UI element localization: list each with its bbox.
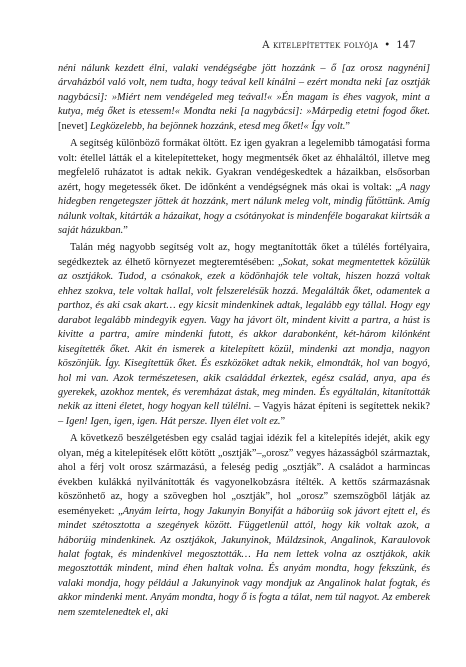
quoted-testimony: Igen! Igen, igen, igen. Hát persze. Ilyen élet volt ez. [65, 415, 281, 427]
quoted-testimony: Legközelebb, ha bejönnek hozzánk, etesd meg őket!« Így volt. [90, 120, 346, 132]
quoted-testimony: Anyám leírta, hogy Jakunyin Bonyifát a háborúig sok jávort ejtett el, és mindet szétosztotta a szegények között. Függetlenül attól, hogy kik voltak azok, a háborúig mindenkinek. Az osztjákok, Jakunyinok, Múldzsinok, Angalinok, Karaulovok halat fogtak, és mindenkivel megosztották… Ha nem lettek volna az osztjákok, akik megosztották mindent, mind éhen haltak volna. És anyám mondta, hogy fekszünk, és valaki mondja, hogy például a Jakunyinok vagy mondjuk az Angalinok halat fogtak, és akkor mindenki ment. Anyám mondta, hogy ő is fogta a tálat, nem túl nagyot. Az emberek nem szemtelenedtek el, aki [58, 505, 430, 618]
narrative-text: ” [345, 120, 351, 132]
narrative-text: A segítség különböző formákat öltött. Ez igen gyakran a legelemibb támogatási forma volt: étellel látták el a kitelepítetteket, hogy megmentsék őket az éhhaláltól, illetve meg megfelelő ruházatot is adtak nekik. Gyakran vendégeskedtek a házaikban, elsősorban azért, hogy megetessék őket. De időnként a vendégségnek más okai is voltak: „ [58, 138, 430, 193]
narrative-text: ” [280, 415, 286, 427]
narrative-text: Talán még nagyobb segítség volt az, hogy megtanították őket a túlélés fortélyaira, segédkeztek az élhető környezet megteremtésében: „ [58, 242, 430, 268]
quoted-testimony: néni nálunk kezdett élni, valaki vendégségbe jött hozzánk – ő [az orosz nagynéni] árvaházból való volt, nem tudta, hogy teával kell kínálni – ezért mondta neki [az osztják nagybácsi]: »Miért nem vendégeled meg teával!« »Én magam is éhes vagyok, mint a kutya, még őket is etessem!« Mondta neki [a nagybácsi]: »Márpedig etetni fogod őket. [58, 63, 430, 118]
narrative-text: – Vagyis házat építeni is segítettek nekik? – [58, 401, 430, 427]
paragraph [58, 62, 430, 134]
paragraph [58, 137, 430, 238]
narrative-text: ” [123, 224, 128, 236]
paragraph [58, 432, 430, 620]
narrative-text: [nevet] [58, 120, 91, 132]
header-bullet: • [384, 40, 391, 51]
paragraph [58, 241, 430, 429]
running-header [46, 40, 416, 51]
running-title: A kitelepítettek folyója [262, 40, 379, 51]
page-number: 147 [396, 40, 416, 51]
quoted-testimony: Sokat, sokat megmentettek közülük az osztjákok. Tudod, a csónakok, ezek a ködönhajók tele voltak, hiszen hozzá voltak ehhez szokva, tele voltak hallal, volt felszerelésük hozzá. Megalálták őket, odamentek a parthoz, és aki csak akart… egy kicsit mindenkinek adtak, legalább egy tállal. Hogy egy darabot legalább mindegyik egyen. Vagy ha jávort ölt, mindent kivitt a partra, a húst is kivitte a partra, amíre mindenki futott, és akkor darabonként, két-három kilónként kisegítették őket. Akit én ismerek a kitelepített közül, mindenki azt mondja, nagyon köszönjük. Így. Kisegítettük őket. És eszközöket adtak nekik, elmondták, hol van bogyó, hol mi van. Azok természetesen, akik családdal érkeztek, egész család, anya, apa és gyerekek, azokhoz mentek, és veremházat ástak, meg minden. És egyáltalán, kitanították nekik az itteni életet, hogy hogyan kell túlélni. [58, 256, 430, 413]
quoted-testimony: A nagy hidegben rengetegszer jöttek át hozzánk, mert nálunk meleg volt, mindig fűtöttünk. Amíg nálunk voltak, kitárták a házaikat, hogy a csótányokat is mindenféle bogarakat kiirtsák a saját házukban. [58, 181, 430, 236]
body-text [58, 62, 430, 620]
narrative-text: A következő beszélgetésben egy család tagjai idézik fel a kitelepítés idejét, akik egy olyan, még a kitelepítések előtt kötött „osztják”–„orosz” vegyes házasságból származtak, ahol a férj volt orosz származású, a feleség pedig „osztják”. A családot a harmincas években kulákká nyilvánították és vagyonelkobzásra ítélték. A kettős származásnak köszönhető az, hogy a szövegben hol „osztják”, hol „orosz” szemszögből látják az eseményeket: „ [58, 433, 430, 517]
